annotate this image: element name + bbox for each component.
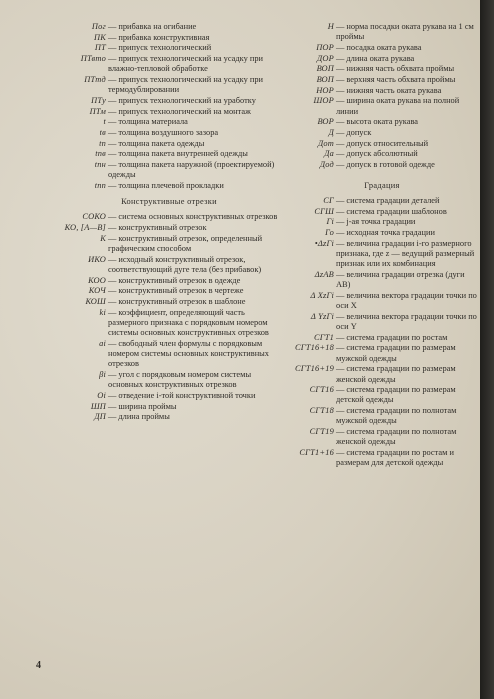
abbreviation-entry	[40, 117, 278, 127]
abbreviation-entry	[284, 160, 480, 170]
abbreviation-term: Дод	[319, 160, 334, 170]
abbreviation-term: СГТ16+19	[294, 364, 334, 374]
definition-text: коэффициент, определяющий часть размерного признака с порядковым номером системы основных конструктивных отрезков	[108, 307, 269, 338]
dash-separator: —	[336, 238, 345, 248]
abbreviation-term: Δ YzГi	[310, 311, 334, 321]
abbreviation-entry	[284, 64, 480, 74]
definition-text: норма посадки оката рукава на 1 см проймы	[336, 22, 474, 42]
left-column	[40, 22, 278, 423]
abbreviation-term: •ΔzГi	[314, 238, 334, 248]
dash-separator: —	[108, 32, 117, 42]
abbreviation-entry	[40, 75, 278, 95]
dash-separator: —	[108, 149, 117, 159]
abbreviation-term: ШП	[90, 401, 106, 411]
dash-separator: —	[336, 343, 345, 353]
abbreviation-definition	[106, 43, 278, 53]
definition-text: длина оката рукава	[346, 53, 415, 63]
definition-text: ширина оката рукава на полной линии	[336, 96, 460, 116]
abbreviation-definition	[106, 223, 278, 233]
abbreviation-definition	[106, 33, 278, 43]
dash-separator: —	[108, 138, 117, 148]
abbreviation-entry	[284, 270, 480, 290]
abbreviation-term: К	[100, 233, 106, 243]
dash-separator: —	[336, 138, 345, 148]
definition-text: припуск технологический на монтаж	[118, 106, 251, 116]
abbreviation-entry	[284, 75, 480, 85]
dash-separator: —	[108, 75, 117, 85]
definition-text: величина градации отрезка (дуги АВ)	[336, 269, 465, 290]
dash-separator: —	[336, 447, 345, 457]
abbreviation-definition	[106, 212, 278, 222]
dash-separator: —	[336, 332, 345, 342]
dash-separator: —	[108, 412, 117, 422]
definition-text: толщина материала	[118, 117, 188, 127]
abbreviation-definition	[334, 291, 480, 311]
abbreviation-term: ВОП	[316, 75, 334, 85]
definition-text: система градации по ростам	[346, 332, 448, 342]
abbreviation-entry	[40, 54, 278, 74]
abbreviation-term: βi	[99, 370, 106, 379]
definition-text: припуск технологический на усадку при термодублировании	[108, 75, 264, 95]
definition-text: толщина пакета внутренней одежды	[118, 149, 248, 159]
abbreviation-term: ПТу	[91, 95, 106, 105]
dash-separator: —	[336, 406, 345, 416]
abbreviation-definition	[334, 343, 480, 363]
definition-text: припуск технологический на уработку	[118, 95, 256, 105]
abbreviation-definition	[106, 255, 278, 275]
abbreviation-definition	[334, 64, 480, 74]
definition-text: система градации шаблонов	[346, 206, 447, 216]
abbreviation-entry	[40, 139, 278, 149]
abbreviation-definition	[106, 75, 278, 95]
abbreviation-definition	[106, 128, 278, 138]
dash-separator: —	[336, 364, 345, 374]
abbreviation-term: tпн	[94, 160, 106, 170]
abbreviation-term: ШОР	[313, 96, 334, 106]
abbreviation-definition	[334, 333, 480, 343]
definition-text: нижняя часть обхвата проймы	[346, 64, 455, 74]
dash-separator: —	[108, 401, 117, 411]
abbreviation-entry	[40, 107, 278, 117]
definition-text: система градации по размерам женской одежды	[336, 364, 456, 384]
abbreviation-entry	[284, 86, 480, 96]
abbreviation-definition	[334, 228, 480, 238]
abbreviation-entry	[40, 297, 278, 307]
dash-separator: —	[336, 53, 345, 63]
dash-separator: —	[108, 307, 117, 317]
dash-separator: —	[336, 149, 345, 159]
abbreviation-term: Δ XzГi	[310, 290, 334, 300]
definition-text: система градации по ростам и размерам для детской одежды	[336, 447, 454, 468]
abbreviation-term: ДП	[94, 412, 106, 422]
abbreviation-entry	[284, 54, 480, 64]
section-heading-gradation: Градация	[364, 180, 400, 190]
left-abbrev-list-a	[40, 22, 278, 191]
abbreviation-entry	[284, 364, 480, 384]
abbreviation-entry	[284, 228, 480, 238]
abbreviation-entry	[40, 149, 278, 159]
abbreviation-definition	[106, 107, 278, 117]
abbreviation-term: СГТ16	[309, 385, 334, 395]
abbreviation-definition	[106, 139, 278, 149]
abbreviation-entry	[284, 239, 480, 270]
abbreviation-entry	[40, 412, 278, 422]
abbreviation-term: tпп	[94, 181, 106, 191]
definition-text: допуск в готовой одежде	[346, 160, 435, 170]
definition-text: конструктивный отрезок	[118, 223, 207, 233]
abbreviation-term: tп	[99, 138, 106, 148]
abbreviation-term: ВОП	[316, 64, 334, 74]
abbreviation-entry	[40, 96, 278, 106]
abbreviation-definition	[334, 239, 480, 270]
dash-separator: —	[108, 181, 117, 191]
abbreviation-definition	[334, 149, 480, 159]
abbreviation-entry	[284, 448, 480, 468]
dash-separator: —	[336, 96, 345, 106]
definition-text: допуск абсолютный	[346, 149, 418, 159]
abbreviation-term: tпв	[95, 149, 106, 159]
abbreviation-term: Да	[324, 149, 334, 159]
definition-text: конструктивный отрезок в шаблоне	[118, 297, 246, 307]
abbreviation-definition	[334, 117, 480, 127]
abbreviation-definition	[334, 217, 480, 227]
definition-text: длина проймы	[118, 412, 170, 422]
abbreviation-definition	[334, 160, 480, 170]
abbreviation-definition	[334, 427, 480, 447]
abbreviation-entry	[40, 370, 278, 390]
abbreviation-definition	[106, 149, 278, 159]
abbreviation-term: СГТ18	[309, 406, 334, 416]
abbreviation-term: ki	[99, 307, 106, 317]
right-abbrev-list-b	[284, 196, 480, 468]
abbreviation-term: ПТ	[94, 43, 106, 53]
abbreviation-term: tв	[99, 128, 106, 138]
abbreviation-definition	[334, 196, 480, 206]
abbreviation-definition	[106, 54, 278, 74]
abbreviation-definition	[334, 54, 480, 64]
definition-text: система градации по размерам детской одежды	[336, 385, 456, 405]
definition-text: конструктивный отрезок, определенный графическим способом	[108, 233, 263, 254]
dash-separator: —	[108, 390, 117, 400]
definition-text: толщина плечевой прокладки	[118, 181, 224, 191]
abbreviation-definition	[106, 297, 278, 307]
abbreviation-entry	[284, 117, 480, 127]
abbreviation-entry	[284, 207, 480, 217]
dash-separator: —	[336, 290, 345, 300]
dash-separator: —	[108, 95, 117, 105]
dash-separator: —	[108, 212, 117, 222]
abbreviation-entry	[284, 333, 480, 343]
abbreviation-term: ПТм	[89, 106, 106, 116]
abbreviation-term: ΔzАВ	[314, 269, 334, 279]
definition-text: толщина воздушного зазора	[118, 128, 219, 138]
definition-text: угол с порядковым номером системы основных конструктивных отрезков	[108, 370, 252, 390]
abbreviation-term: КОШ	[85, 297, 106, 307]
right-abbrev-list-a	[284, 22, 480, 170]
definition-text: прибавка на огибание	[118, 22, 197, 31]
abbreviation-term: КО, [A—B]	[64, 223, 106, 233]
abbreviation-definition	[334, 43, 480, 53]
abbreviation-definition	[106, 96, 278, 106]
dash-separator: —	[336, 128, 345, 138]
dash-separator: —	[108, 160, 117, 170]
abbreviation-definition	[106, 412, 278, 422]
dash-separator: —	[336, 427, 345, 437]
dash-separator: —	[336, 385, 345, 395]
abbreviation-entry	[40, 339, 278, 370]
dash-separator: —	[108, 22, 117, 31]
definition-text: нижняя часть оката рукава	[346, 85, 442, 95]
dash-separator: —	[336, 228, 345, 238]
abbreviation-entry	[40, 181, 278, 191]
abbreviation-definition	[334, 364, 480, 384]
definition-text: толщина пакета одежды	[118, 138, 205, 148]
dash-separator: —	[108, 106, 117, 116]
abbreviation-term: Н	[327, 22, 334, 31]
definition-text: система градации деталей	[346, 196, 440, 206]
definition-text: посадка оката рукава	[346, 42, 422, 52]
abbreviation-entry	[40, 128, 278, 138]
abbreviation-entry	[284, 406, 480, 426]
definition-text: j-ая точка градации	[346, 217, 416, 227]
abbreviation-entry	[284, 22, 480, 42]
definition-text: система основных конструктивных отрезков	[118, 212, 278, 222]
abbreviation-definition	[106, 308, 278, 339]
abbreviation-term: Дот	[317, 138, 334, 148]
dash-separator: —	[336, 160, 345, 170]
abbreviation-term: НОР	[316, 85, 334, 95]
abbreviation-term: ПК	[93, 32, 106, 42]
abbreviation-entry	[284, 43, 480, 53]
abbreviation-entry	[40, 255, 278, 275]
dash-separator: —	[336, 85, 345, 95]
definition-text: исходный конструктивный отрезок, соответствующий дуге тела (без прибавок)	[108, 254, 262, 274]
abbreviation-term: ПОР	[316, 42, 334, 52]
page-number: 4	[36, 660, 41, 671]
abbreviation-definition	[334, 86, 480, 96]
abbreviation-definition	[334, 270, 480, 290]
dash-separator: —	[108, 223, 117, 233]
abbreviation-term: СГТ19	[309, 427, 334, 437]
abbreviation-term: Го	[325, 228, 334, 238]
abbreviation-entry	[284, 427, 480, 447]
abbreviation-definition	[334, 207, 480, 217]
abbreviation-term: СГТ1+16	[299, 447, 334, 457]
definition-text: исходная точка градации	[346, 228, 435, 238]
abbreviation-term: ПТтд	[84, 75, 106, 85]
abbreviation-entry	[40, 391, 278, 401]
abbreviation-definition	[106, 391, 278, 401]
abbreviation-term: ПТвто	[80, 54, 106, 64]
dash-separator: —	[108, 54, 117, 64]
abbreviation-entry	[40, 402, 278, 412]
abbreviation-entry	[284, 312, 480, 332]
definition-text: отведение i-той конструктивной точки	[118, 390, 256, 400]
definition-text: конструктивный отрезок в одежде	[118, 275, 241, 285]
dash-separator: —	[108, 370, 117, 379]
definition-text: прибавка конструктивная	[118, 32, 210, 42]
abbreviation-entry	[40, 33, 278, 43]
abbreviation-definition	[334, 312, 480, 332]
abbreviation-entry	[40, 234, 278, 254]
abbreviation-definition	[106, 234, 278, 254]
abbreviation-definition	[106, 402, 278, 412]
abbreviation-term: СГТ1	[314, 332, 334, 342]
abbreviation-entry	[40, 22, 278, 32]
abbreviation-entry	[40, 43, 278, 53]
definition-text: верхняя часть обхвата проймы	[346, 75, 456, 85]
definition-text: припуск технологический на усадку при влажно-тепловой обработке	[108, 54, 264, 74]
definition-text: величина вектора градации точки по оси X	[336, 290, 477, 311]
abbreviation-definition	[334, 96, 480, 116]
abbreviation-definition	[106, 370, 278, 390]
dash-separator: —	[108, 128, 117, 138]
dash-separator: —	[336, 64, 345, 74]
abbreviation-term: ИКО	[88, 254, 106, 264]
abbreviation-entry	[284, 139, 480, 149]
abbreviation-term: Гi	[326, 217, 334, 227]
abbreviation-entry	[284, 196, 480, 206]
right-column	[284, 22, 480, 469]
dash-separator: —	[336, 206, 345, 216]
dash-separator: —	[108, 286, 117, 296]
abbreviation-term: ДОР	[316, 53, 334, 63]
abbreviation-term: КОЧ	[88, 286, 106, 296]
definition-text: система градации по полнотам мужской одежды	[336, 406, 457, 426]
dash-separator: —	[336, 42, 345, 52]
abbreviation-definition	[106, 181, 278, 191]
dash-separator: —	[108, 117, 117, 127]
abbreviation-entry	[284, 217, 480, 227]
dash-separator: —	[336, 117, 345, 127]
abbreviation-term: СГШ	[314, 206, 334, 216]
abbreviation-definition	[106, 22, 278, 32]
dash-separator: —	[108, 297, 117, 307]
abbreviation-term: Д	[328, 128, 334, 138]
definition-text: припуск технологический	[118, 43, 212, 53]
definition-text: высота оката рукава	[346, 117, 419, 127]
dash-separator: —	[336, 196, 345, 206]
abbreviation-definition	[106, 117, 278, 127]
abbreviation-definition	[106, 339, 278, 370]
abbreviation-definition	[334, 139, 480, 149]
dash-separator: —	[336, 269, 345, 279]
dash-separator: —	[108, 254, 117, 264]
abbreviation-entry	[284, 149, 480, 159]
abbreviation-definition	[106, 160, 278, 180]
definition-text: система градации по размерам мужской одежды	[336, 343, 456, 363]
abbreviation-entry	[40, 276, 278, 286]
definition-text: величина вектора градации точки по оси Y	[336, 311, 477, 331]
abbreviation-term: ВОР	[317, 117, 334, 127]
abbreviation-entry	[284, 291, 480, 311]
definition-text: величина градации i-го размерного признака, где z — ведущий размерный признак или их комбинация	[336, 238, 475, 269]
abbreviation-entry	[284, 96, 480, 116]
definition-text: система градации по полнотам женской одежды	[336, 427, 457, 447]
abbreviation-definition	[334, 128, 480, 138]
section-heading-constructive: Конструктивные отрезки	[121, 197, 217, 207]
definition-text: допуск	[346, 128, 372, 138]
page-edge-shadow	[480, 0, 494, 699]
abbreviation-entry	[40, 212, 278, 222]
abbreviation-entry	[40, 160, 278, 180]
definition-text: ширина проймы	[118, 401, 177, 411]
dash-separator: —	[108, 338, 117, 348]
dash-separator: —	[336, 217, 345, 227]
abbreviation-definition	[334, 448, 480, 468]
abbreviation-term: Пог	[91, 22, 106, 31]
abbreviation-term: СГ	[323, 196, 334, 206]
dash-separator: —	[336, 75, 345, 85]
abbreviation-entry	[284, 343, 480, 363]
abbreviation-entry	[40, 286, 278, 296]
abbreviation-entry	[40, 223, 278, 233]
abbreviation-definition	[334, 75, 480, 85]
abbreviation-term: СОКО	[82, 212, 106, 222]
abbreviation-entry	[284, 385, 480, 405]
dash-separator: —	[336, 22, 345, 31]
abbreviation-term: t	[103, 117, 106, 127]
abbreviation-entry	[40, 308, 278, 339]
abbreviation-entry	[284, 128, 480, 138]
abbreviation-term: КОО	[88, 275, 106, 285]
definition-text: толщина пакета наружной (проектируемой) одежды	[108, 160, 275, 180]
definition-text: допуск относительный	[346, 138, 429, 148]
definition-text: конструктивный отрезок в чертеже	[118, 286, 244, 296]
dash-separator: —	[108, 275, 117, 285]
abbreviation-definition	[334, 22, 480, 42]
dash-separator: —	[108, 233, 117, 243]
abbreviation-definition	[106, 286, 278, 296]
dash-separator: —	[108, 43, 117, 53]
abbreviation-term: СГТ16+18	[294, 343, 334, 353]
abbreviation-definition	[334, 406, 480, 426]
abbreviation-definition	[334, 385, 480, 405]
left-abbrev-list-b	[40, 212, 278, 422]
abbreviation-term: ai	[99, 338, 106, 348]
definition-text: свободный член формулы с порядковым номером системы основных конструктивных отрезков	[108, 338, 269, 369]
abbreviation-term: Oi	[97, 390, 106, 400]
abbreviation-definition	[106, 276, 278, 286]
dash-separator: —	[336, 311, 345, 321]
